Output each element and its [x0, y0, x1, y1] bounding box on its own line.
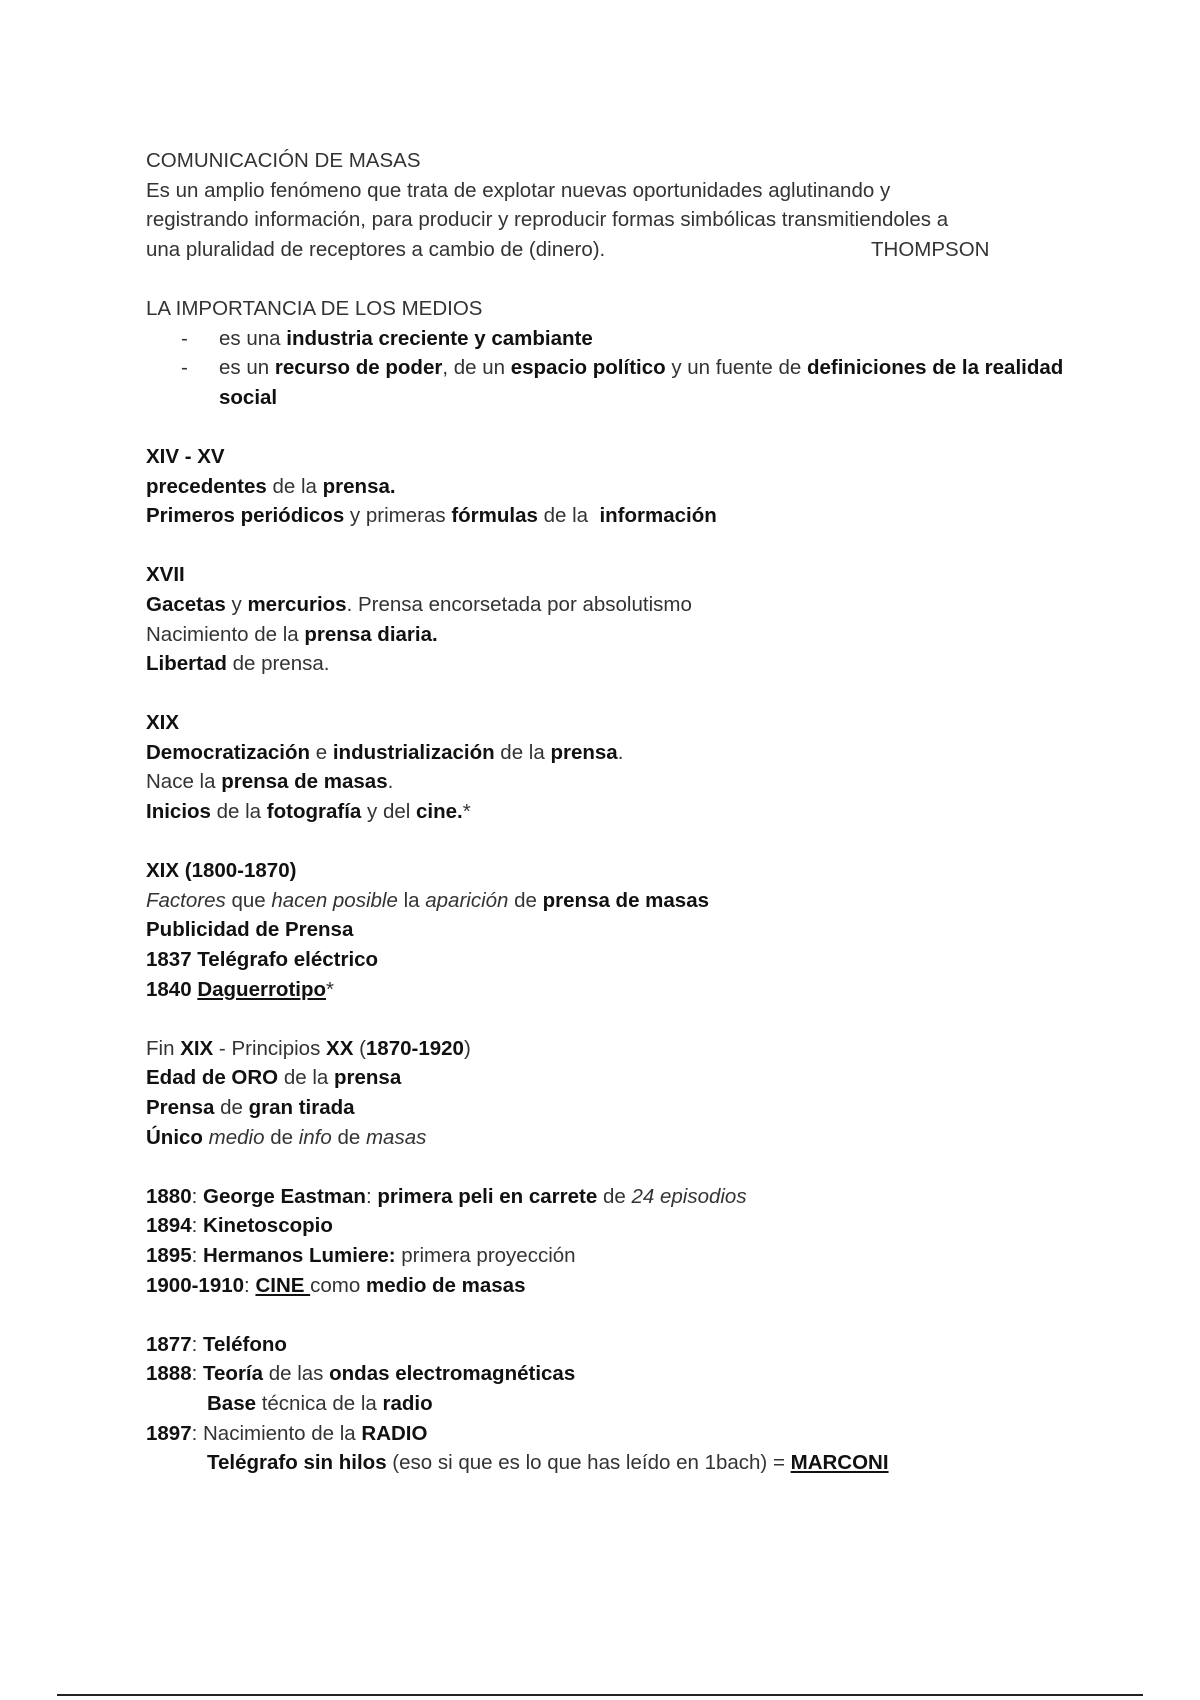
- text: :: [191, 1243, 204, 1267]
- bold-text: industrialización: [332, 740, 495, 764]
- bold-text: 1877: [146, 1332, 192, 1356]
- bold-text: 1900-1910: [146, 1273, 245, 1297]
- text-line: [146, 945, 1066, 975]
- bold-text: prensa diaria.: [304, 622, 438, 646]
- bold-text: información: [599, 504, 717, 528]
- text: y del: [361, 800, 417, 824]
- text: :: [191, 1214, 204, 1238]
- text: ): [463, 1036, 471, 1060]
- text-line: [146, 472, 1066, 502]
- bold-text: primera peli en carrete: [377, 1184, 598, 1208]
- bold-text: Publicidad de Prensa: [146, 918, 354, 942]
- list-item: [146, 324, 1066, 354]
- bold-text: RADIO: [361, 1421, 428, 1445]
- text: es un: [219, 356, 275, 380]
- text: : Nacimiento de la: [191, 1421, 362, 1445]
- text-line: [146, 1182, 1066, 1212]
- text: Nace la: [146, 770, 222, 794]
- bold-text: 1894: [146, 1214, 192, 1238]
- text: de prensa.: [226, 652, 330, 676]
- text: .: [387, 770, 394, 794]
- underlined-text: Daguerrotipo: [197, 977, 327, 1001]
- bold-text: fórmulas: [451, 504, 538, 528]
- italic-text: Factores: [146, 888, 226, 912]
- text-line: [146, 1241, 1066, 1271]
- text-line: [146, 975, 1066, 1005]
- heading-text: XIX (1800-1870): [146, 859, 297, 883]
- text: (: [353, 1036, 366, 1060]
- section-fin-xix: [146, 1034, 1066, 1152]
- text: :: [244, 1273, 256, 1297]
- bold-text: prensa.: [322, 474, 396, 498]
- bold-text: Único: [146, 1125, 203, 1149]
- text: de: [331, 1125, 366, 1149]
- text: de: [214, 1096, 249, 1119]
- bold-text: mercurios: [247, 592, 347, 616]
- text-line: [146, 1389, 1066, 1419]
- bold-text: 1870-1920: [365, 1036, 464, 1060]
- text: de la: [537, 504, 600, 528]
- bold-text: Base: [207, 1391, 257, 1415]
- bold-text: industria creciente y cambiante: [286, 326, 593, 350]
- bold-text: precedentes: [146, 474, 267, 498]
- section-cine: [146, 1182, 1066, 1300]
- text: - Principios: [213, 1036, 327, 1060]
- bold-text: definiciones de la realidad social: [219, 356, 1064, 409]
- text-line: [146, 1211, 1066, 1241]
- bold-text: Edad de ORO: [146, 1066, 279, 1090]
- text: :: [191, 1184, 204, 1208]
- bold-text: Gacetas: [146, 592, 226, 616]
- bold-text: Hermanos Lumiere:: [203, 1243, 396, 1267]
- text-line: [146, 1330, 1066, 1360]
- section-xix: [146, 708, 1066, 826]
- italic-text: info: [298, 1125, 332, 1149]
- text: :: [191, 1362, 204, 1386]
- document-page: [146, 146, 1066, 1478]
- section-heading: [146, 856, 1066, 886]
- bold-text: XX: [326, 1036, 354, 1060]
- bold-text: Libertad: [146, 652, 227, 676]
- text: de la: [266, 474, 323, 498]
- bold-text: Democratización: [146, 740, 311, 764]
- bold-text: prensa de masas: [542, 888, 710, 912]
- section-comunicacion: [146, 146, 1066, 264]
- text-line: [146, 1271, 1066, 1301]
- bold-text: 1895: [146, 1243, 192, 1267]
- bullet-list: [146, 324, 1066, 413]
- author-name: THOMPSON: [871, 237, 990, 261]
- bullet-dash: -: [181, 326, 188, 350]
- definition-line: [146, 235, 1066, 265]
- italic-text: hacen posible: [271, 888, 398, 912]
- text: Nacimiento de la: [146, 622, 305, 646]
- footer-divider: [57, 1694, 1143, 1696]
- bold-text: radio: [382, 1391, 433, 1415]
- italic-text: 24 episodios: [631, 1184, 747, 1208]
- bold-text: fotografía: [266, 800, 362, 824]
- bullet-dash: -: [181, 356, 188, 380]
- text: que: [225, 888, 272, 912]
- underlined-text: MARCONI: [790, 1451, 889, 1475]
- text: Fin: [146, 1036, 181, 1060]
- bold-text: 1888: [146, 1362, 192, 1386]
- text: y primeras: [344, 504, 452, 528]
- text: es una: [219, 326, 287, 350]
- bold-text: Teoría: [203, 1362, 264, 1386]
- text-line: [146, 1063, 1066, 1093]
- text-line: [146, 1123, 1066, 1153]
- text-line: [146, 915, 1066, 945]
- section-xvii: [146, 560, 1066, 678]
- bold-text: gran tirada: [248, 1096, 355, 1119]
- heading-text: XIV - XV: [146, 444, 225, 468]
- text: (eso si que es lo que has leído en 1bach) =: [386, 1451, 791, 1475]
- heading-text: XVII: [146, 563, 185, 587]
- heading-text: XIX: [146, 711, 180, 735]
- text-line: [146, 1448, 1066, 1478]
- text: como: [310, 1273, 366, 1297]
- text-line: [146, 501, 1066, 531]
- italic-text: aparición: [425, 888, 509, 912]
- section-importancia: [146, 294, 1066, 412]
- text-line: [146, 1093, 1066, 1123]
- text: de la: [278, 1066, 334, 1090]
- bold-text: Kinetoscopio: [203, 1214, 333, 1238]
- section-heading: [146, 1034, 1066, 1064]
- text-line: [146, 797, 1066, 827]
- definition-text: una pluralidad de receptores a cambio de (dinero).: [146, 237, 606, 261]
- text: de: [508, 888, 543, 912]
- definition-line: Es un amplio fenómeno que trata de explotar nuevas oportunidades aglutinando y: [146, 178, 891, 202]
- underlined-text: CINE: [255, 1273, 311, 1297]
- section-heading: [146, 560, 1066, 590]
- bold-text: 1837 Telégrafo eléctrico: [146, 948, 379, 972]
- text-line: [146, 1419, 1066, 1449]
- bold-text: espacio político: [510, 356, 666, 380]
- text: la: [397, 888, 426, 912]
- text: de: [597, 1184, 632, 1208]
- bold-text: 1840: [146, 977, 198, 1001]
- text: . Prensa encorsetada por absolutismo: [346, 592, 692, 616]
- text: , de un: [442, 356, 511, 380]
- text: primera proyección: [395, 1243, 576, 1267]
- bold-text: Telégrafo sin hilos: [207, 1451, 387, 1475]
- text: :: [191, 1332, 204, 1356]
- text: *: [326, 977, 334, 1001]
- bold-text: prensa: [550, 740, 618, 764]
- bold-text: George Eastman: [203, 1184, 366, 1208]
- text: de la: [210, 800, 267, 824]
- bold-text: prensa: [334, 1066, 402, 1090]
- section-radio: [146, 1330, 1066, 1478]
- text: *: [462, 800, 471, 824]
- section-xiv-xv: [146, 442, 1066, 531]
- bold-text: recurso de poder: [274, 356, 443, 380]
- bold-text: 1880: [146, 1184, 192, 1208]
- bold-text: medio de masas: [365, 1273, 526, 1297]
- text: :: [365, 1184, 378, 1208]
- text-line: [146, 886, 1066, 916]
- bold-text: Inicios: [146, 800, 211, 824]
- text-line: [146, 767, 1066, 797]
- text: de: [264, 1125, 299, 1149]
- bold-text: XIX: [180, 1036, 214, 1060]
- bold-text: Teléfono: [203, 1332, 287, 1356]
- section-title: COMUNICACIÓN DE MASAS: [146, 149, 421, 172]
- section-heading: [146, 708, 1066, 738]
- italic-text: masas: [365, 1125, 427, 1149]
- section-xix-1800-1870: [146, 856, 1066, 1004]
- italic-text: medio: [208, 1125, 265, 1149]
- bold-text: ondas electromagnéticas: [329, 1362, 576, 1386]
- text-line: [146, 1359, 1066, 1389]
- section-heading: [146, 442, 1066, 472]
- text: e: [310, 740, 333, 764]
- text: y un fuente de: [665, 356, 807, 380]
- definition-line: registrando información, para producir y reproducir formas simbólicas transmitiendoles a: [146, 208, 949, 232]
- bold-text: 1897: [146, 1421, 192, 1445]
- text: de las: [263, 1362, 330, 1386]
- bold-text: Prensa: [146, 1096, 215, 1119]
- text: de la: [494, 740, 551, 764]
- bold-text: Primeros periódicos: [146, 504, 345, 528]
- text-line: [146, 738, 1066, 768]
- list-item: [146, 353, 1066, 412]
- text: y: [225, 592, 248, 616]
- section-title: LA IMPORTANCIA DE LOS MEDIOS: [146, 296, 483, 320]
- text-line: [146, 620, 1066, 650]
- text-line: [146, 590, 1066, 620]
- text: técnica de la: [256, 1391, 383, 1415]
- text-line: [146, 649, 1066, 679]
- bold-text: prensa de masas: [221, 770, 388, 794]
- text: .: [617, 740, 624, 764]
- bold-text: cine.: [416, 800, 463, 824]
